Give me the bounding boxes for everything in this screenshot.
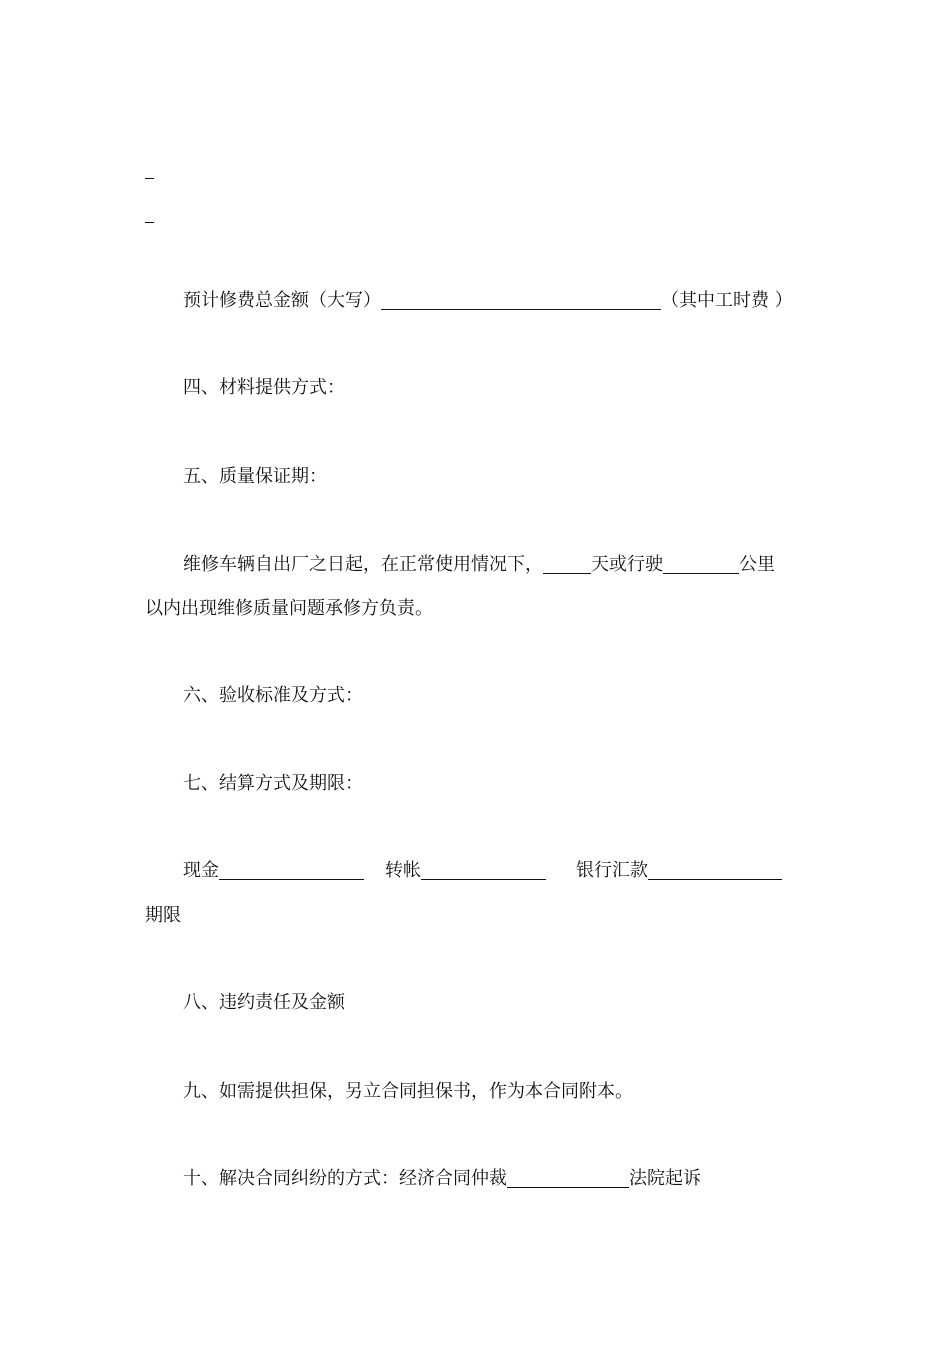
arbitration-blank[interactable] bbox=[507, 1169, 629, 1188]
warranty-line-2: 以内出现维修质量问题承修方负责。 bbox=[145, 598, 433, 619]
section-6-heading: 六、验收标准及方式： bbox=[183, 685, 363, 706]
estimate-amount-blank[interactable] bbox=[381, 291, 661, 310]
transfer-blank[interactable] bbox=[421, 861, 546, 880]
section-9-heading: 九、如需提供担保，另立合同担保书，作为本合同附本。 bbox=[183, 1081, 633, 1102]
payment-term-label: 期限 bbox=[145, 905, 181, 926]
dispute-text-1: 十、解决合同纠纷的方式：经济合同仲裁 bbox=[183, 1168, 507, 1189]
section-7-heading: 七、结算方式及期限： bbox=[183, 773, 363, 794]
warranty-text-2: 天或行驶 bbox=[591, 554, 663, 575]
underscore-mark-1 bbox=[145, 178, 154, 179]
bank-transfer-label: 银行汇款 bbox=[576, 860, 648, 881]
section-10-line bbox=[183, 1167, 701, 1191]
bank-transfer-blank[interactable] bbox=[648, 861, 782, 880]
cash-label: 现金 bbox=[183, 860, 219, 881]
warranty-text-1: 维修车辆自出厂之日起，在正常使用情况下， bbox=[183, 554, 543, 575]
warranty-km-blank[interactable] bbox=[663, 555, 739, 574]
dispute-text-2: 法院起诉 bbox=[629, 1168, 701, 1189]
estimate-suffix: （其中工时费 ） bbox=[661, 290, 793, 311]
underscore-mark-2 bbox=[145, 222, 154, 223]
warranty-line bbox=[183, 553, 775, 577]
section-5-heading: 五、质量保证期： bbox=[183, 466, 327, 487]
cash-blank[interactable] bbox=[219, 861, 364, 880]
warranty-text-3: 公里 bbox=[739, 554, 775, 575]
section-8-heading: 八、违约责任及金额 bbox=[183, 992, 345, 1013]
estimate-label: 预计修费总金额（大写） bbox=[183, 290, 381, 311]
section-4-heading: 四、材料提供方式： bbox=[183, 377, 345, 398]
estimate-line bbox=[183, 289, 793, 313]
warranty-days-blank[interactable] bbox=[543, 555, 591, 574]
transfer-label: 转帐 bbox=[385, 860, 421, 881]
payment-methods-line bbox=[183, 859, 782, 883]
